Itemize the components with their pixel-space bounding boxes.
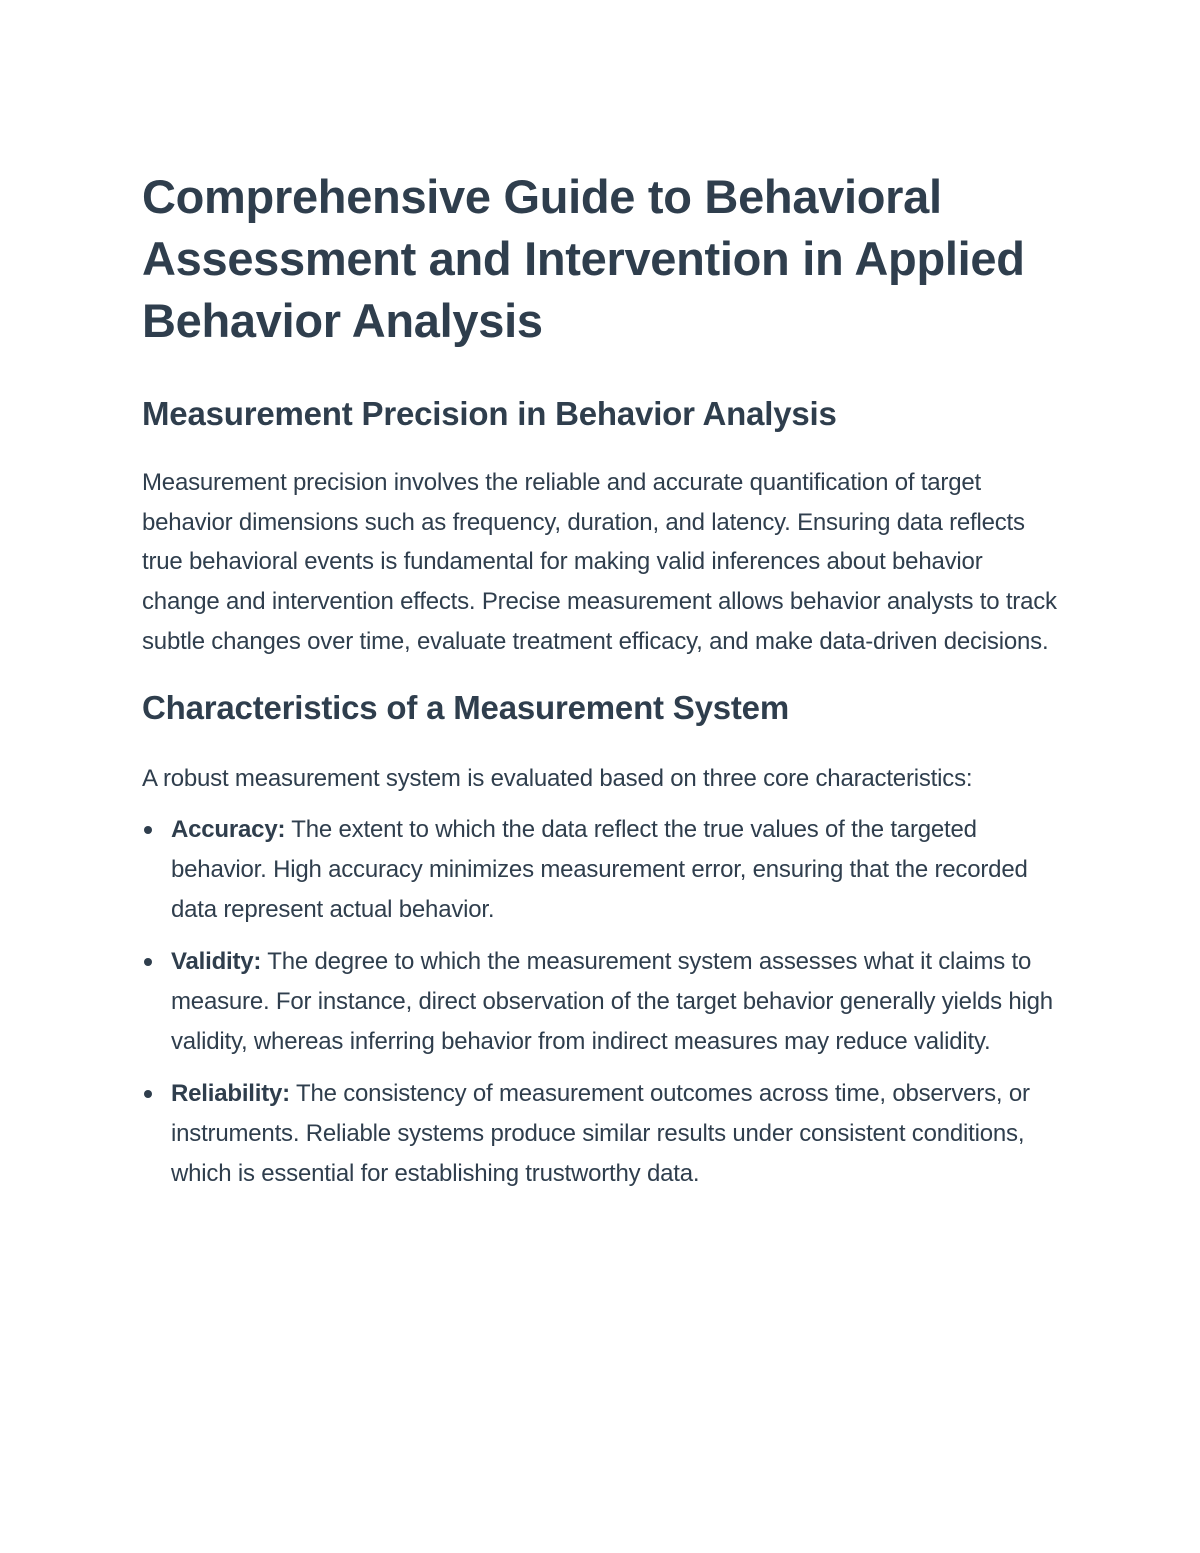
section-intro-characteristics: A robust measurement system is evaluated based on three core characteristics: (142, 764, 973, 792)
document-title: Comprehensive Guide to Behavioral Assessment and Intervention in Applied Behavior Analysis (142, 170, 1025, 347)
list-item-accuracy (142, 810, 1060, 929)
bullet-icon (144, 1090, 152, 1098)
bullet-icon (144, 958, 152, 966)
bullet-icon (144, 826, 152, 834)
list-item-validity (142, 942, 1060, 1061)
list-item-text: The consistency of measurement outcomes across time, observers, or instruments. Reliable systems produce similar results under consistent conditions, which is essential for establishing trustworthy data. (171, 1080, 1030, 1187)
list-item-reliability (142, 1074, 1060, 1193)
list-item-term: Accuracy: (171, 816, 286, 844)
section-heading-measurement-precision: Measurement Precision in Behavior Analysis (142, 395, 837, 432)
list-item-term: Reliability: (171, 1080, 290, 1108)
characteristics-list (142, 810, 1060, 1193)
list-item-term: Validity: (171, 948, 262, 976)
list-item-text: The extent to which the data reflect the true values of the targeted behavior. High accuracy minimizes measurement error, ensuring that the recorded data represent actual behavior. (171, 816, 1028, 923)
list-item-text: The degree to which the measurement system assesses what it claims to measure. For instance, direct observation of the target behavior generally yields high validity, whereas inferring behavior from indirect measures may reduce validity. (171, 948, 1053, 1055)
section-paragraph-measurement-precision: Measurement precision involves the reliable and accurate quantification of target behavior dimensions such as frequency, duration, and latency. Ensuring data reflects true behavioral events is fundamental for making valid inferences about behavior change and intervention effects. Precise measurement allows behavior analysts to track subtle changes over time, evaluate treatment efficacy, and make data-driven decisions. (142, 469, 1057, 655)
section-heading-characteristics: Characteristics of a Measurement System (142, 688, 789, 726)
